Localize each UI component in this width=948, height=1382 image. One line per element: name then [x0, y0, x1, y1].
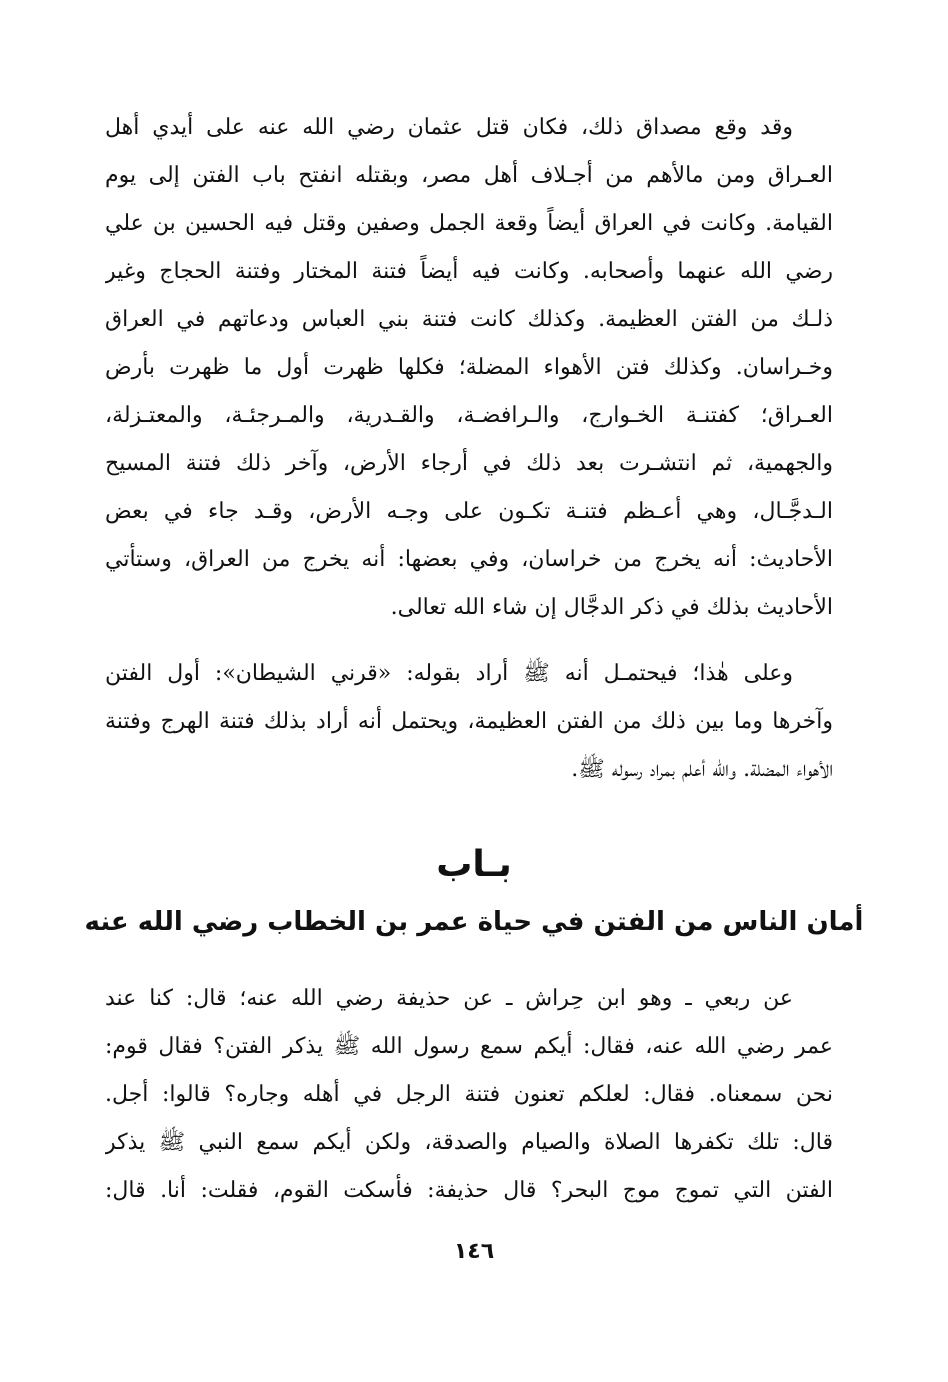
- page-number: ١٤٦: [453, 1239, 495, 1264]
- text-line: الأحاديث: أنه يخرج من خراسان، وفي بعضها: أنه يخرج من العراق، وستأتي: [105, 547, 833, 572]
- text-line: القيامة. وكانت في العراق أيضاً وقعة الجمل وصفين وقتل فيه الحسين بن علي: [105, 211, 833, 236]
- text-line: العـراق ومن مالأهم من أجـلاف أهل مصر، وبقتله انفتح باب الفتن إلى يوم: [105, 163, 833, 188]
- text-line: قال: تلك تكفرها الصلاة والصيام والصدقة، ولكن أيكم سمع النبي ﷺ يذكر: [105, 1130, 833, 1155]
- text-line: والجهمية، ثم انتشـرت بعد ذلك في أرجاء الأرض، وآخر ذلك فتنة المسيح: [105, 451, 833, 476]
- section-subtitle: أمان الناس من الفتن في حياة عمر بن الخطاب رضي الله عنه: [84, 907, 864, 937]
- text-line: عمر رضي الله عنه، فقال: أيكم سمع رسول الله ﷺ يذكر الفتن؟ فقال قوم:: [105, 1034, 833, 1059]
- paragraph-1: [105, 104, 833, 632]
- text-line: عن ربعي ـ وهو ابن حِراش ـ عن حذيفة رضي الله عنه؛ قال: كنا عند: [105, 986, 793, 1011]
- text-line: الـدجَّـال، وهي أعـظم فتنـة تكـون على وجـه الأرض، وقـد جاء في بعض: [105, 499, 833, 524]
- text-line: الأحاديث بذلك في ذكر الدجَّال إن شاء الله تعالى.: [390, 595, 833, 620]
- paragraph-3: [105, 975, 833, 1215]
- section-title: بـاب: [436, 844, 512, 885]
- text-line: وآخرها وما بين ذلك من الفتن العظيمة، ويحتمل أنه أراد بذلك فتنة الهرج وفتنة: [105, 709, 833, 734]
- text-line: رضي الله عنهما وأصحابه. وكانت فيه أيضاً فتنة المختار وفتنة الحجاج وغير: [105, 259, 833, 284]
- text-line: نحن سمعناه. فقال: لعلكم تعنون فتنة الرجل في أهله وجاره؟ قالوا: أجل.: [105, 1082, 833, 1107]
- text-line: وعلى هٰذا؛ فيحتمـل أنه ﷺ أراد بقوله: «قرني الشيطان»: أول الفتن: [105, 661, 793, 686]
- text-line: وقد وقع مصداق ذلك، فكان قتل عثمان رضي الله عنه على أيدي أهل: [105, 115, 793, 140]
- text-line: وخـراسان. وكذلك فتن الأهواء المضلة؛ فكلها ظهرت أول ما ظهرت بأرض: [105, 355, 833, 380]
- text-line: العـراق؛ كفتنـة الخـوارج، والـرافضـة، والقـدرية، والمـرجئـة، والمعتـزلة،: [105, 403, 833, 428]
- text-line: الأهواء المضلة. والله أعلم بمراد رسوله ﷺ.: [571, 757, 833, 782]
- paragraph-2: [105, 650, 833, 794]
- text-line: ذلـك من الفتن العظيمة. وكذلك كانت فتنة بني العباس ودعاتهم في العراق: [105, 307, 833, 332]
- text-line: الفتن التي تموج موج البحر؟ قال حذيفة: فأسكت القوم، فقلت: أنا. قال:: [105, 1178, 833, 1203]
